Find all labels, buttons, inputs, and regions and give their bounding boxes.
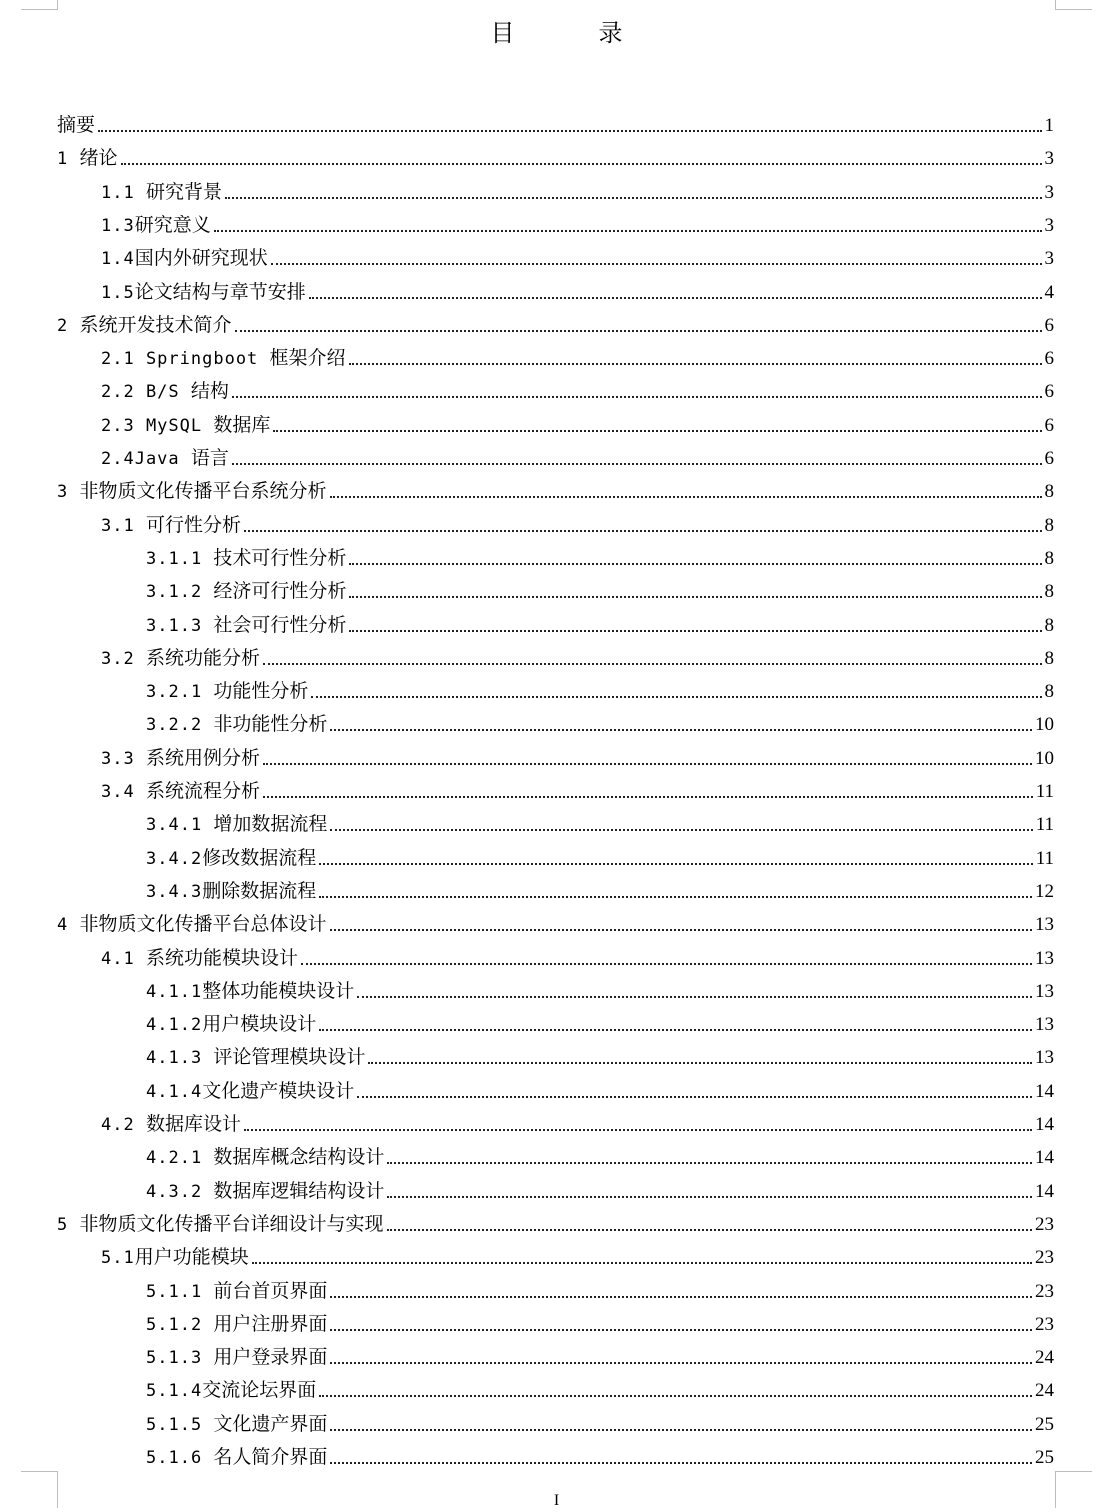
toc-title: 目 录 xyxy=(490,19,653,47)
toc-dot-leader xyxy=(387,1195,1032,1198)
toc-entry-label xyxy=(146,812,327,837)
toc-dot-leader xyxy=(368,1061,1032,1064)
toc-entry-label xyxy=(101,246,268,271)
toc-entry[interactable] xyxy=(146,1274,1054,1304)
toc-entry-page: 6 xyxy=(1044,348,1054,370)
toc-entry-page: 6 xyxy=(1044,381,1054,403)
toc-entry-number: 4.2.1 xyxy=(146,1148,214,1169)
toc-dot-leader xyxy=(232,462,1042,465)
toc-entry-page: 4 xyxy=(1044,281,1054,303)
toc-entry[interactable] xyxy=(101,1240,1054,1270)
toc-entry-page: 24 xyxy=(1035,1380,1054,1402)
toc-dot-leader xyxy=(301,962,1032,965)
toc-entry-number: 5.1.4 xyxy=(146,1381,203,1402)
toc-entry-label xyxy=(146,679,308,704)
toc-entry-text: 摘要 xyxy=(57,114,96,136)
toc-dot-leader xyxy=(319,862,1033,865)
toc-entry-page: 14 xyxy=(1035,1147,1054,1169)
toc-entry-text: 修改数据流程 xyxy=(202,846,317,869)
toc-entry[interactable] xyxy=(101,774,1054,804)
toc-entry[interactable] xyxy=(146,1007,1054,1037)
toc-entry[interactable] xyxy=(101,241,1054,271)
toc-entry-label xyxy=(101,513,241,538)
toc-entry[interactable] xyxy=(101,374,1054,404)
toc-entry[interactable] xyxy=(146,674,1054,704)
toc-entry-label xyxy=(101,646,260,671)
toc-entry-label xyxy=(57,146,118,171)
page-number: I xyxy=(553,1492,560,1509)
toc-entry-label xyxy=(101,446,229,471)
toc-entry-number: 4 xyxy=(57,915,80,936)
toc-dot-leader xyxy=(387,1228,1033,1231)
toc-entry-page: 23 xyxy=(1035,1247,1054,1269)
toc-entry-text: 功能性分析 xyxy=(213,680,309,703)
toc-entry[interactable] xyxy=(101,275,1054,305)
toc-entry-number: 3.2.1 xyxy=(146,682,214,703)
toc-entry-number: 3.4.3 xyxy=(146,881,203,902)
toc-entry-label xyxy=(101,946,298,971)
toc-entry-text: 增加数据流程 xyxy=(213,813,328,836)
toc-entry-label xyxy=(146,579,346,604)
toc-entry-page: 14 xyxy=(1035,1180,1054,1202)
toc-entry-page: 10 xyxy=(1035,714,1054,736)
toc-entry-label xyxy=(57,313,232,338)
toc-dot-leader xyxy=(330,928,1033,931)
toc-entry-label xyxy=(146,546,346,571)
toc-entry-number: 4.1.3 xyxy=(146,1048,214,1069)
toc-entry-text: 框架介绍 xyxy=(269,347,346,370)
toc-entry-page: 8 xyxy=(1044,614,1054,636)
toc-entry-text: 研究背景 xyxy=(145,180,222,203)
toc-entry-label xyxy=(101,779,260,804)
toc-entry-page: 6 xyxy=(1044,448,1054,469)
toc-entry-page: 12 xyxy=(1035,880,1054,902)
toc-entry-page: 8 xyxy=(1044,547,1054,569)
toc-entry-number: 2 xyxy=(57,315,80,336)
toc-entry[interactable] xyxy=(146,1340,1054,1370)
toc-entry-label xyxy=(146,1312,327,1337)
toc-entry-label xyxy=(146,1345,327,1370)
toc-dot-leader xyxy=(330,1461,1032,1464)
toc-dot-leader xyxy=(319,1028,1032,1031)
toc-entry-page: 23 xyxy=(1035,1313,1054,1335)
toc-entry-number: 5 xyxy=(57,1214,80,1235)
toc-entry-text: 可行性分析 xyxy=(145,513,241,536)
toc-entry[interactable] xyxy=(57,308,1054,338)
toc-entry-text: 绪论 xyxy=(79,147,118,170)
toc-entry-number: 5.1.5 xyxy=(146,1414,214,1435)
toc-entry-number: 5.1.3 xyxy=(146,1348,214,1369)
toc-entry-number: 2.1 Springboot xyxy=(101,349,270,370)
toc-dot-leader xyxy=(387,1161,1032,1164)
toc-entry-label xyxy=(146,1378,316,1403)
toc-entry-number: 2.3 MySQL xyxy=(101,415,214,436)
toc-entry-page: 14 xyxy=(1035,1080,1054,1102)
toc-entry-text: 文化遗产模块设计 xyxy=(202,1079,355,1102)
toc-entry-number: 4.1.2 xyxy=(146,1015,203,1036)
crop-mark-top-right xyxy=(1055,0,1092,10)
toc-entry-text: 用户登录界面 xyxy=(213,1346,328,1369)
toc-entry-page: 13 xyxy=(1035,1014,1054,1036)
toc-entry-text: 系统开发技术简介 xyxy=(79,313,232,336)
toc-dot-leader xyxy=(330,828,1032,831)
toc-entry[interactable] xyxy=(57,1207,1054,1237)
toc-entry-number: 1.5 xyxy=(101,282,135,303)
toc-entry-number: 3.1.2 xyxy=(146,582,214,603)
toc-entry-label xyxy=(101,180,222,205)
toc-entry-text: 论文结构与章节安排 xyxy=(134,280,306,303)
toc-entry[interactable] xyxy=(57,141,1054,171)
toc-entry-text: 系统功能模块设计 xyxy=(145,946,298,969)
toc-dot-leader xyxy=(357,1095,1032,1098)
toc-entry-page: 11 xyxy=(1035,781,1054,802)
toc-dot-leader xyxy=(225,196,1042,199)
toc-entry-label xyxy=(101,213,211,238)
toc-entry-number: 3.4.2 xyxy=(146,848,203,869)
toc-entry-page: 23 xyxy=(1035,1280,1054,1302)
toc-entry-number: 2.4Java xyxy=(101,449,191,469)
toc-entry-label xyxy=(101,379,229,404)
toc-entry-label xyxy=(146,1279,327,1304)
toc-entry[interactable] xyxy=(101,341,1054,371)
toc-entry-number: 3.1 xyxy=(101,515,146,536)
toc-entry-page: 8 xyxy=(1044,681,1054,703)
toc-entry-page: 6 xyxy=(1044,314,1054,336)
toc-entry-text: 用户注册界面 xyxy=(213,1312,328,1335)
toc-entry-number: 3.2 xyxy=(101,648,146,669)
toc-entry-label xyxy=(101,1112,241,1137)
toc-dot-leader xyxy=(214,229,1042,232)
toc-entry[interactable] xyxy=(57,907,1054,937)
toc-entry[interactable] xyxy=(146,1074,1054,1104)
toc-entry-number: 3.2.2 xyxy=(146,715,214,736)
toc-entry-label xyxy=(146,1079,354,1104)
toc-entry[interactable] xyxy=(146,541,1054,571)
toc-entry[interactable] xyxy=(57,108,1054,138)
toc-entry-page: 3 xyxy=(1044,214,1054,236)
toc-entry[interactable] xyxy=(146,1440,1054,1470)
toc-entry-text: 数据库设计 xyxy=(145,1113,241,1135)
toc-entry-text: 数据库逻辑结构设计 xyxy=(213,1179,385,1202)
toc-entry-number: 3.1.1 xyxy=(146,548,214,569)
toc-entry-text: 系统用例分析 xyxy=(145,746,260,769)
toc-entry-number: 3.3 xyxy=(101,748,146,769)
toc-entry-number: 4.1.4 xyxy=(146,1081,203,1102)
toc-entry-label xyxy=(57,479,327,504)
toc-dot-leader xyxy=(349,562,1041,565)
toc-entry-number: 5.1.2 xyxy=(146,1314,214,1335)
toc-entry-number: 4.1.1 xyxy=(146,981,203,1002)
toc-dot-leader xyxy=(121,162,1042,165)
toc-dot-leader xyxy=(311,695,1041,698)
toc-entry-text: 系统功能分析 xyxy=(145,646,260,669)
toc-entry-label xyxy=(146,1179,384,1204)
toc-entry-page: 10 xyxy=(1035,747,1054,769)
toc-entry-text: 数据库 xyxy=(213,413,271,436)
toc-entry-label xyxy=(146,1145,384,1170)
toc-entry-page: 6 xyxy=(1044,414,1054,436)
toc-entry-label xyxy=(146,979,354,1004)
toc-dot-leader xyxy=(263,662,1042,665)
toc-dot-leader xyxy=(330,495,1042,498)
toc-entry-page: 25 xyxy=(1035,1447,1054,1468)
toc-entry-label xyxy=(101,280,306,305)
toc-dot-leader xyxy=(330,1328,1032,1331)
toc-entry-label xyxy=(146,1012,316,1037)
toc-entry-text: 非物质文化传播平台总体设计 xyxy=(79,913,327,936)
toc-entry-number: 5.1.6 xyxy=(146,1448,214,1468)
toc-entry-number: 3 xyxy=(57,482,80,503)
toc-entry-number: 3.1.3 xyxy=(146,615,214,636)
toc-entry-number: 4.3.2 xyxy=(146,1181,214,1202)
toc-entry-label xyxy=(146,846,316,871)
toc-entry[interactable] xyxy=(146,841,1054,871)
toc-entry-page: 13 xyxy=(1035,980,1054,1002)
toc-entry[interactable] xyxy=(146,1140,1054,1170)
toc-entry[interactable] xyxy=(146,574,1054,604)
toc-entry[interactable] xyxy=(146,1373,1054,1403)
toc-entry-text: 经济可行性分析 xyxy=(213,580,347,603)
toc-entry-text: 研究意义 xyxy=(134,213,211,236)
toc-entry-text: 删除数据流程 xyxy=(202,879,317,902)
toc-entry-number: 3.4.1 xyxy=(146,815,214,836)
toc-entry[interactable] xyxy=(101,175,1054,205)
toc-entry-number: 5.1.1 xyxy=(146,1281,214,1302)
toc-entry-page: 3 xyxy=(1044,181,1054,203)
toc-entry-page: 25 xyxy=(1035,1413,1054,1435)
toc-entry-label xyxy=(57,113,95,138)
toc-entry-number: 5.1 xyxy=(101,1248,135,1269)
toc-entry[interactable] xyxy=(146,874,1054,904)
toc-entry-text: 结构 xyxy=(190,380,229,403)
toc-entry-number: 4.2 xyxy=(101,1115,146,1135)
toc-entry[interactable] xyxy=(146,1407,1054,1437)
toc-dot-leader xyxy=(357,995,1032,998)
toc-entry-label xyxy=(146,613,346,638)
toc-entry-label xyxy=(146,1445,327,1470)
toc-dot-leader xyxy=(244,529,1042,532)
toc-entry-text: 非功能性分析 xyxy=(213,713,328,736)
toc-dot-leader xyxy=(271,262,1042,265)
toc-entry-page: 3 xyxy=(1044,248,1054,270)
toc-entry[interactable] xyxy=(101,208,1054,238)
toc-entry-number: 1.1 xyxy=(101,182,146,203)
toc-dot-leader xyxy=(349,629,1041,632)
toc-dot-leader xyxy=(273,429,1041,432)
toc-dot-leader xyxy=(252,1261,1032,1264)
toc-entry[interactable] xyxy=(146,1174,1054,1204)
toc-entry-number: 1.3 xyxy=(101,215,135,236)
toc-entry-number: 2.2 B/S xyxy=(101,382,191,403)
toc-entry-label xyxy=(146,1045,365,1070)
toc-entry-text: 用户模块设计 xyxy=(202,1013,317,1036)
toc-entry-label xyxy=(146,879,316,904)
toc-dot-leader xyxy=(235,329,1042,332)
toc-entry[interactable] xyxy=(101,408,1054,438)
toc-entry-text: 非物质文化传播平台系统分析 xyxy=(79,480,327,503)
toc-entry-label xyxy=(146,712,327,737)
toc-dot-leader xyxy=(263,762,1032,765)
toc-entry-page: 11 xyxy=(1035,847,1054,869)
toc-entry-text: 数据库概念结构设计 xyxy=(213,1146,385,1169)
toc-entry-page: 1 xyxy=(1044,115,1054,136)
toc-entry[interactable] xyxy=(146,807,1054,837)
toc-entry-text: 语言 xyxy=(190,447,229,469)
toc-entry-text: 技术可行性分析 xyxy=(213,546,347,569)
toc-entry-text: 交流论坛界面 xyxy=(202,1379,317,1402)
toc-entry[interactable] xyxy=(101,941,1054,971)
toc-dot-leader xyxy=(263,795,1033,798)
toc-dot-leader xyxy=(330,728,1032,731)
toc-dot-leader xyxy=(232,395,1042,398)
toc-entry-text: 评论管理模块设计 xyxy=(213,1046,366,1069)
toc-dot-leader xyxy=(98,129,1041,132)
toc-entry-text: 社会可行性分析 xyxy=(213,613,347,636)
toc-entry[interactable] xyxy=(101,641,1054,671)
toc-entry-label xyxy=(101,746,260,771)
toc-entry-label xyxy=(57,1212,384,1237)
toc-entry[interactable] xyxy=(101,441,1054,471)
toc-entry-number: 3.4 xyxy=(101,782,146,802)
crop-mark-top-left xyxy=(21,0,58,10)
toc-entry-text: 非物质文化传播平台详细设计与实现 xyxy=(79,1212,384,1235)
toc-entry-page: 8 xyxy=(1044,647,1054,669)
toc-entry[interactable] xyxy=(146,707,1054,737)
toc-dot-leader xyxy=(349,362,1042,365)
toc-entry-number: 4.1 xyxy=(101,948,146,969)
toc-entry-page: 11 xyxy=(1035,814,1054,836)
toc-entry-page: 13 xyxy=(1035,1047,1054,1069)
toc-entry-text: 前台首页界面 xyxy=(213,1279,328,1302)
toc-entry-page: 13 xyxy=(1035,947,1054,969)
toc-entry[interactable] xyxy=(101,741,1054,771)
toc-entry-page: 14 xyxy=(1035,1114,1054,1135)
toc-dot-leader xyxy=(330,1295,1032,1298)
toc-entry-page: 24 xyxy=(1035,1347,1054,1369)
toc-entry-text: 国内外研究现状 xyxy=(134,247,268,270)
toc-entry-number: 1 xyxy=(57,149,80,170)
toc-entry-label xyxy=(57,912,327,937)
toc-entry[interactable] xyxy=(146,608,1054,638)
toc-entry-page: 8 xyxy=(1044,514,1054,536)
toc-entry-label xyxy=(101,346,346,371)
toc-entry-label xyxy=(146,1412,327,1437)
toc-entry-page: 13 xyxy=(1035,914,1054,936)
toc-entry-text: 文化遗产界面 xyxy=(213,1412,328,1435)
toc-entry-number: 1.4 xyxy=(101,249,135,270)
toc-dot-leader xyxy=(330,1361,1032,1364)
toc-dot-leader xyxy=(244,1128,1032,1131)
toc-dot-leader xyxy=(319,895,1032,898)
toc-entry[interactable] xyxy=(146,1307,1054,1337)
toc-entry[interactable] xyxy=(146,974,1054,1004)
toc-entry[interactable] xyxy=(101,508,1054,538)
toc-entry-page: 8 xyxy=(1044,581,1054,603)
toc-entry-text: 系统流程分析 xyxy=(145,780,260,802)
toc-entry-label xyxy=(101,413,270,438)
toc-dot-leader xyxy=(319,1394,1032,1397)
toc-entry[interactable] xyxy=(57,474,1054,504)
toc-entry-text: 用户功能模块 xyxy=(134,1246,249,1269)
toc-dot-leader xyxy=(309,296,1042,299)
toc-entry-page: 8 xyxy=(1044,481,1054,503)
toc-entry-label xyxy=(101,1245,249,1270)
toc-entry-page: 23 xyxy=(1035,1213,1054,1235)
toc-dot-leader xyxy=(330,1428,1032,1431)
toc-entry[interactable] xyxy=(146,1040,1054,1070)
toc-entry-text: 名人简介界面 xyxy=(213,1446,328,1468)
toc-entry-page: 3 xyxy=(1044,148,1054,170)
toc-entry[interactable] xyxy=(101,1107,1054,1137)
toc-dot-leader xyxy=(349,595,1041,598)
toc-entry-text: 整体功能模块设计 xyxy=(202,979,355,1002)
